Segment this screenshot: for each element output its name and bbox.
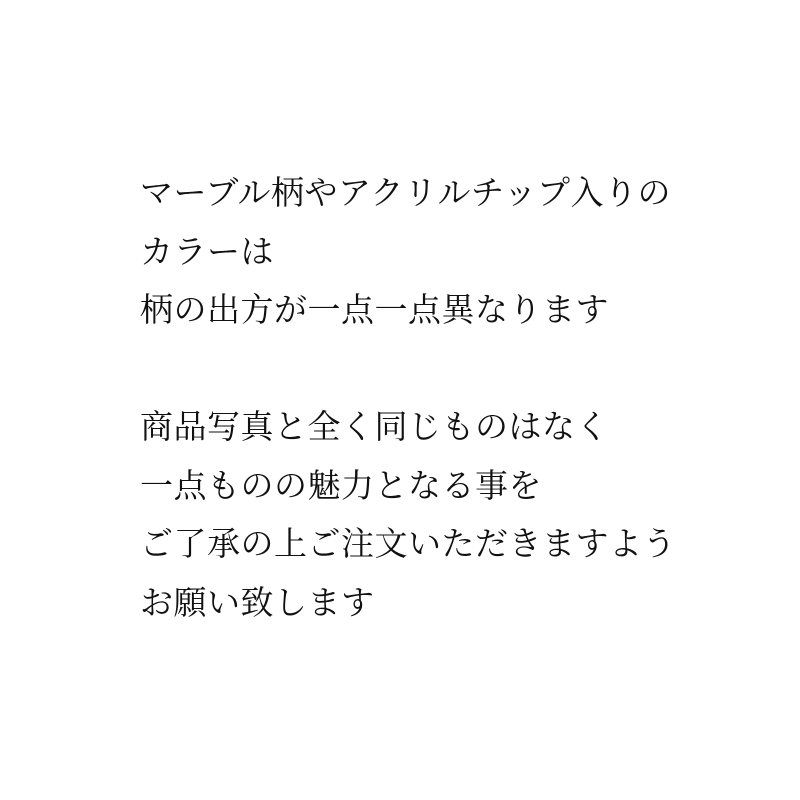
notice-line: カラーは (140, 232, 274, 270)
notice-line: 一点ものの魅力となる事を (140, 466, 542, 504)
notice-line: マーブル柄やアクリルチップ入りの (140, 174, 672, 211)
notice-paragraph-1 (140, 164, 700, 340)
product-notice-text (140, 164, 700, 632)
notice-line: お願い致します (140, 583, 375, 621)
notice-line: 商品写真と全く同じものはなく (140, 408, 609, 445)
notice-paragraph-2 (140, 398, 700, 632)
notice-line: ご了承の上ご注文いただきますよう (140, 525, 676, 562)
notice-line: 柄の出方が一点一点異なります (140, 291, 609, 328)
